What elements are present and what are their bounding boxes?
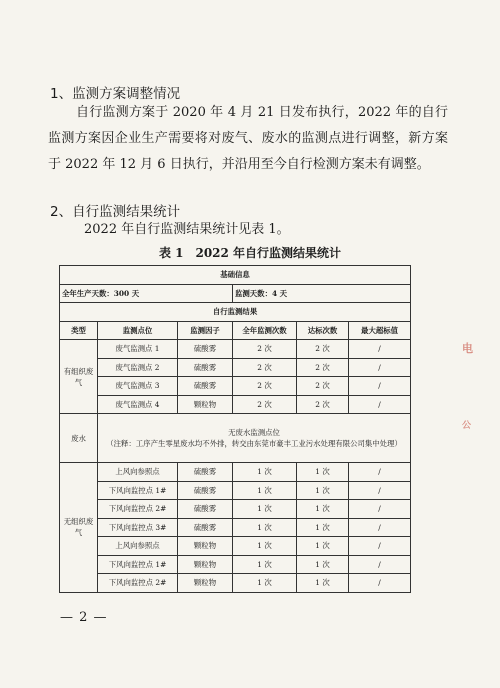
- cell: 废气监测点 2: [98, 358, 178, 377]
- cell: 硫酸雾: [178, 463, 233, 482]
- table-header-row: [60, 321, 411, 340]
- cell: 1 次: [297, 574, 349, 593]
- cell: 硫酸雾: [178, 377, 233, 396]
- cell: 1 次: [233, 518, 297, 537]
- basic-info-title: 基础信息: [60, 266, 411, 285]
- cell: 上风向参照点: [98, 537, 178, 556]
- cell: /: [349, 574, 411, 593]
- cell: 下风向监控点 3#: [98, 518, 178, 537]
- header-factor: 监测因子: [178, 321, 233, 340]
- table-row: [60, 358, 411, 377]
- cell: 1 次: [233, 481, 297, 500]
- header-annual-count: 全年监测次数: [233, 321, 297, 340]
- table-row: [60, 518, 411, 537]
- table-row: [60, 481, 411, 500]
- cell: /: [349, 395, 411, 414]
- table-row: [60, 266, 411, 285]
- section-2-heading: 2、自行监测结果统计: [50, 204, 181, 220]
- cell: 2 次: [233, 395, 297, 414]
- monitoring-days: 监测天数：4 天: [233, 284, 411, 303]
- cell: 1 次: [233, 555, 297, 574]
- table-row: [60, 303, 411, 322]
- table-caption: 表 1 2022 年自行监测结果统计: [158, 246, 342, 260]
- cell: 废气监测点 1: [98, 340, 178, 359]
- monitoring-results-table: [59, 265, 411, 593]
- cell: /: [349, 463, 411, 482]
- type-wastewater: 废水: [60, 414, 98, 463]
- table-row: [60, 395, 411, 414]
- cell: 1 次: [233, 500, 297, 519]
- section-1-paragraph: 自行监测方案于 2020 年 4 月 21 日发布执行，2022 年的自行监测方案因企业生产需要将对废气、废水的监测点进行调整，新方案于 2022 年 12 月 6 日执行，并沿用至今自行检测方案未有调整。: [48, 105, 448, 172]
- type-unorganized: 无组织废气: [60, 463, 98, 593]
- cell: 颗粒物: [178, 537, 233, 556]
- cell: 1 次: [297, 555, 349, 574]
- table-row: [60, 555, 411, 574]
- cell: 废气监测点 4: [98, 395, 178, 414]
- cell: 上风向参照点: [98, 463, 178, 482]
- cell: 硫酸雾: [178, 481, 233, 500]
- header-type: 类型: [60, 321, 98, 340]
- cell: 硫酸雾: [178, 518, 233, 537]
- table-row: [60, 414, 411, 463]
- cell: 2 次: [297, 340, 349, 359]
- cell: 2 次: [233, 377, 297, 396]
- cell: 下风向监控点 2#: [98, 574, 178, 593]
- cell: 颗粒物: [178, 555, 233, 574]
- cell: 下风向监控点 2#: [98, 500, 178, 519]
- cell: 下风向监控点 1#: [98, 481, 178, 500]
- cell: 硫酸雾: [178, 358, 233, 377]
- wastewater-line-1: 无废水监测点位: [228, 428, 280, 437]
- cell: 2 次: [233, 340, 297, 359]
- table-row: [60, 284, 411, 303]
- cell: /: [349, 500, 411, 519]
- wastewater-line-2: （注释：工序产生零星废水均不外排，转交由东莞市豪丰工业污水处理有限公司集中处理）: [106, 439, 402, 448]
- header-compliant-count: 达标次数: [297, 321, 349, 340]
- cell: 1 次: [297, 537, 349, 556]
- cell: /: [349, 377, 411, 396]
- stamp-fragment: 电: [462, 342, 473, 355]
- cell: 硫酸雾: [178, 340, 233, 359]
- cell: /: [349, 555, 411, 574]
- cell: 2 次: [233, 358, 297, 377]
- table-row: [60, 340, 411, 359]
- cell: 1 次: [233, 463, 297, 482]
- cell: 下风向监控点 1#: [98, 555, 178, 574]
- cell: 硫酸雾: [178, 500, 233, 519]
- header-max-exceed: 最大超标值: [349, 321, 411, 340]
- wastewater-note: [98, 414, 411, 463]
- production-days: 全年生产天数：300 天: [60, 284, 233, 303]
- cell: 颗粒物: [178, 395, 233, 414]
- table-row: [60, 463, 411, 482]
- cell: 2 次: [297, 377, 349, 396]
- cell: /: [349, 358, 411, 377]
- cell: 1 次: [297, 518, 349, 537]
- table-row: [60, 574, 411, 593]
- cell: 1 次: [297, 500, 349, 519]
- cell: 2 次: [297, 358, 349, 377]
- stamp-fragment: 公: [462, 421, 472, 431]
- cell: 2 次: [297, 395, 349, 414]
- header-point: 监测点位: [98, 321, 178, 340]
- cell: 1 次: [297, 481, 349, 500]
- cell: /: [349, 537, 411, 556]
- table-row: [60, 537, 411, 556]
- cell: 1 次: [233, 537, 297, 556]
- page-number: — 2 —: [60, 610, 108, 625]
- cell: /: [349, 518, 411, 537]
- table-row: [60, 500, 411, 519]
- cell: 颗粒物: [178, 574, 233, 593]
- results-title: 自行监测结果: [60, 303, 411, 322]
- section-1-heading: 1、监测方案调整情况: [50, 86, 181, 102]
- cell: 1 次: [297, 463, 349, 482]
- cell: /: [349, 481, 411, 500]
- cell: 1 次: [233, 574, 297, 593]
- type-organized: 有组织废气: [60, 340, 98, 414]
- table-row: [60, 377, 411, 396]
- cell: 废气监测点 3: [98, 377, 178, 396]
- section-2-intro: 2022 年自行监测结果统计见表 1。: [84, 222, 290, 237]
- cell: /: [349, 340, 411, 359]
